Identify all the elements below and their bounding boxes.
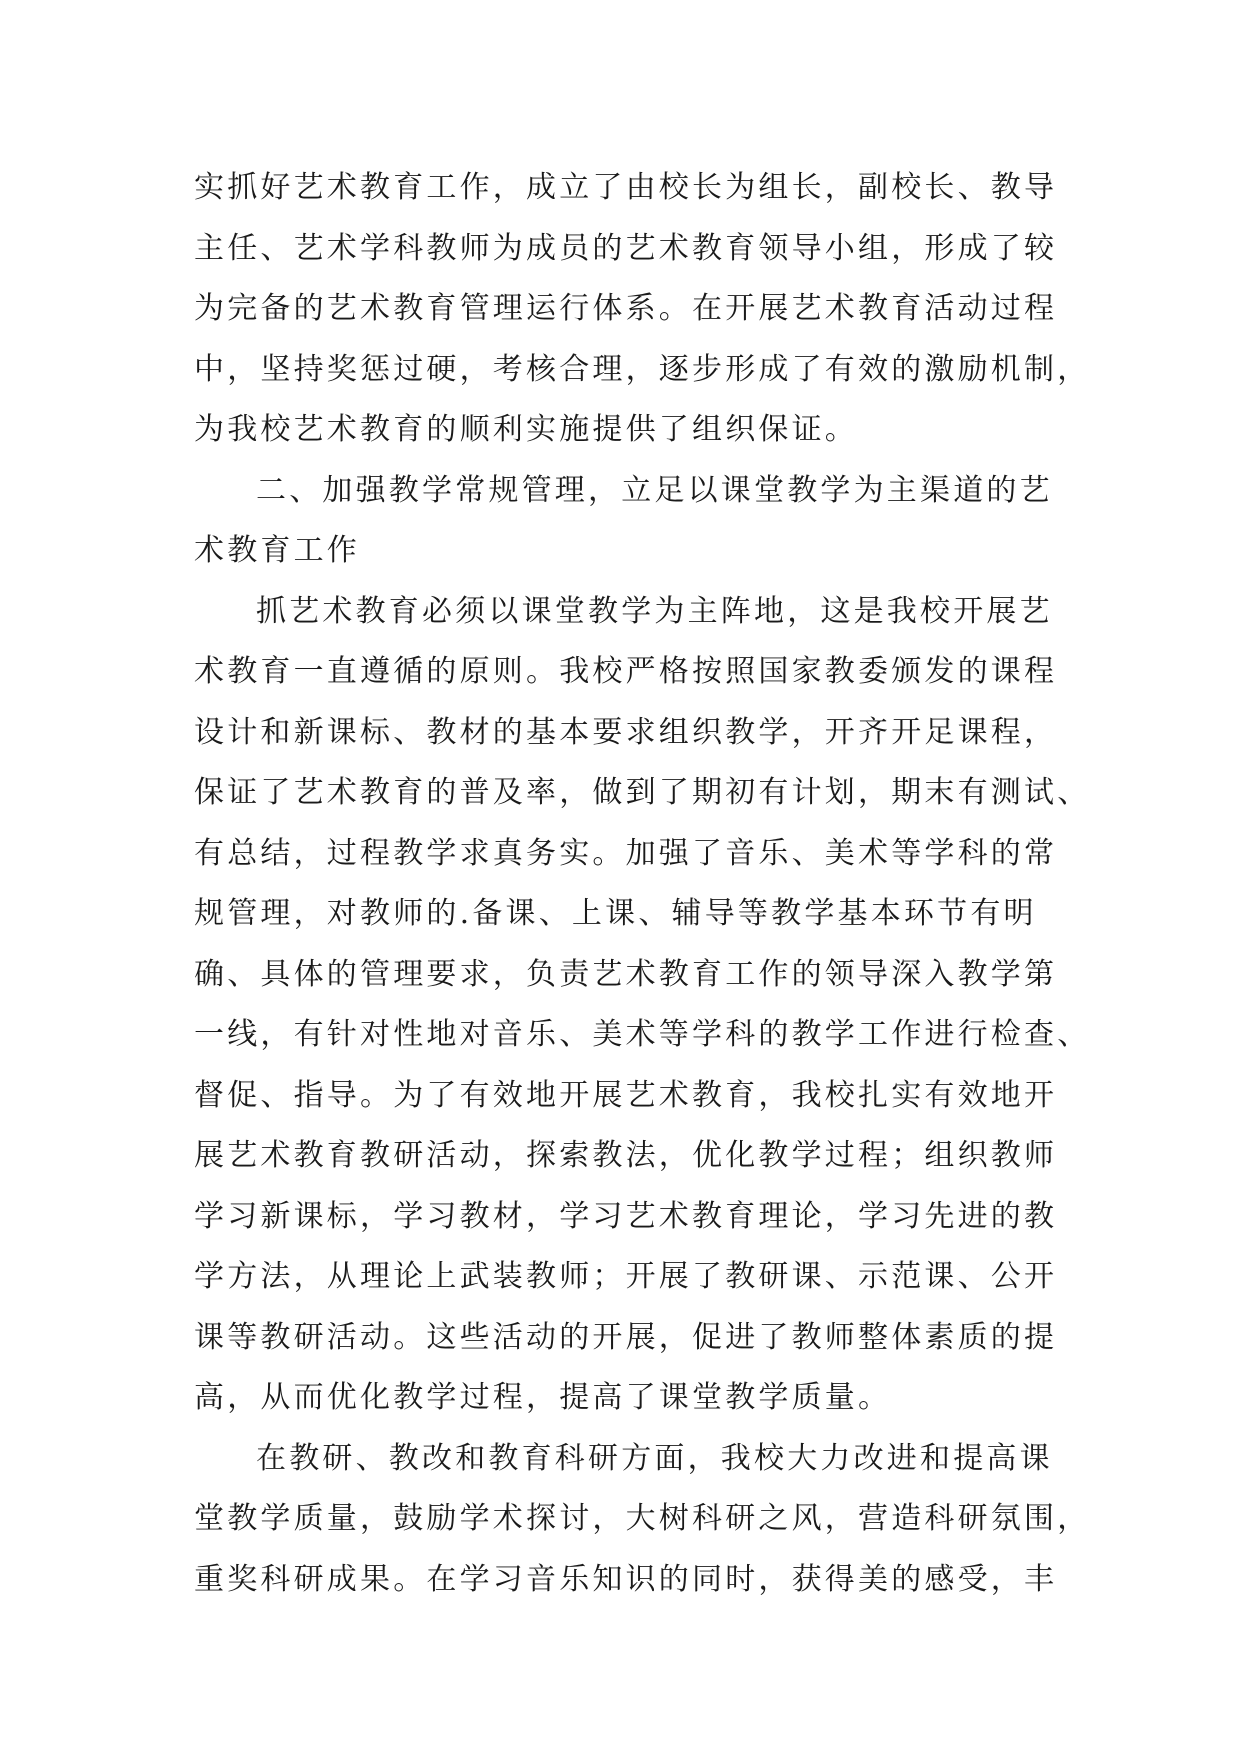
text-line: 有总结，过程教学求真务实。加强了音乐、美术等学科的常 — [194, 835, 1058, 871]
text-line: 学习新课标，学习教材，学习艺术教育理论，学习先进的教 — [194, 1198, 1058, 1234]
text-line: 确、具体的管理要求，负责艺术教育工作的领导深入教学第 — [194, 956, 1058, 992]
text-line: 督促、指导。为了有效地开展艺术教育，我校扎实有效地开 — [194, 1077, 1058, 1113]
text-line: 一线，有针对性地对音乐、美术等学科的教学工作进行检查、 — [194, 1017, 1091, 1052]
text-line: 抓艺术教育必须以课堂教学为主阵地，这是我校开展艺 — [256, 593, 1053, 629]
paragraph — [194, 158, 1091, 461]
text-line: 保证了艺术教育的普及率，做到了期初有计划，期末有测试、 — [194, 775, 1091, 810]
section-heading — [194, 461, 1054, 582]
text-line: 高，从而优化教学过程，提高了课堂教学质量。 — [194, 1380, 892, 1415]
text-line: 中，坚持奖惩过硬，考核合理，逐步形成了有效的激励机制， — [194, 351, 1091, 387]
text-line: 术教育一直遵循的原则。我校严格按照国家教委颁发的课程 — [194, 654, 1058, 689]
text-line: 主任、艺术学科教师为成员的艺术教育领导小组，形成了较 — [194, 230, 1058, 266]
text-line: 规管理，对教师的.备课、上课、辅导等教学基本环节有明 — [194, 896, 1037, 931]
body-text — [194, 158, 1091, 1610]
text-line: 堂教学质量，鼓励学术探讨，大树科研之风，营造科研氛围， — [194, 1501, 1091, 1536]
text-line: 设计和新课标、教材的基本要求组织教学，开齐开足课程， — [194, 714, 1058, 750]
text-line: 在教研、教改和教育科研方面，我校大力改进和提高课 — [256, 1440, 1053, 1476]
text-line: 重奖科研成果。在学习音乐知识的同时，获得美的感受，丰 — [194, 1561, 1058, 1597]
heading-line: 二、加强教学常规管理，立足以课堂教学为主渠道的艺 — [256, 472, 1053, 508]
text-line: 展艺术教育教研活动，探索教法，优化教学过程；组织教师 — [194, 1138, 1058, 1173]
heading-line: 术教育工作 — [194, 533, 360, 568]
paragraph — [194, 582, 1091, 1429]
text-line: 学方法，从理论上武装教师；开展了教研课、示范课、公开 — [194, 1259, 1058, 1294]
text-line: 实抓好艺术教育工作，成立了由校长为组长，副校长、教导 — [194, 170, 1058, 205]
paragraph — [194, 1429, 1091, 1611]
text-line: 为完备的艺术教育管理运行体系。在开展艺术教育活动过程 — [194, 291, 1058, 326]
text-line: 课等教研活动。这些活动的开展，促进了教师整体素质的提 — [194, 1319, 1058, 1355]
text-line: 为我校艺术教育的顺利实施提供了组织保证。 — [194, 412, 858, 447]
